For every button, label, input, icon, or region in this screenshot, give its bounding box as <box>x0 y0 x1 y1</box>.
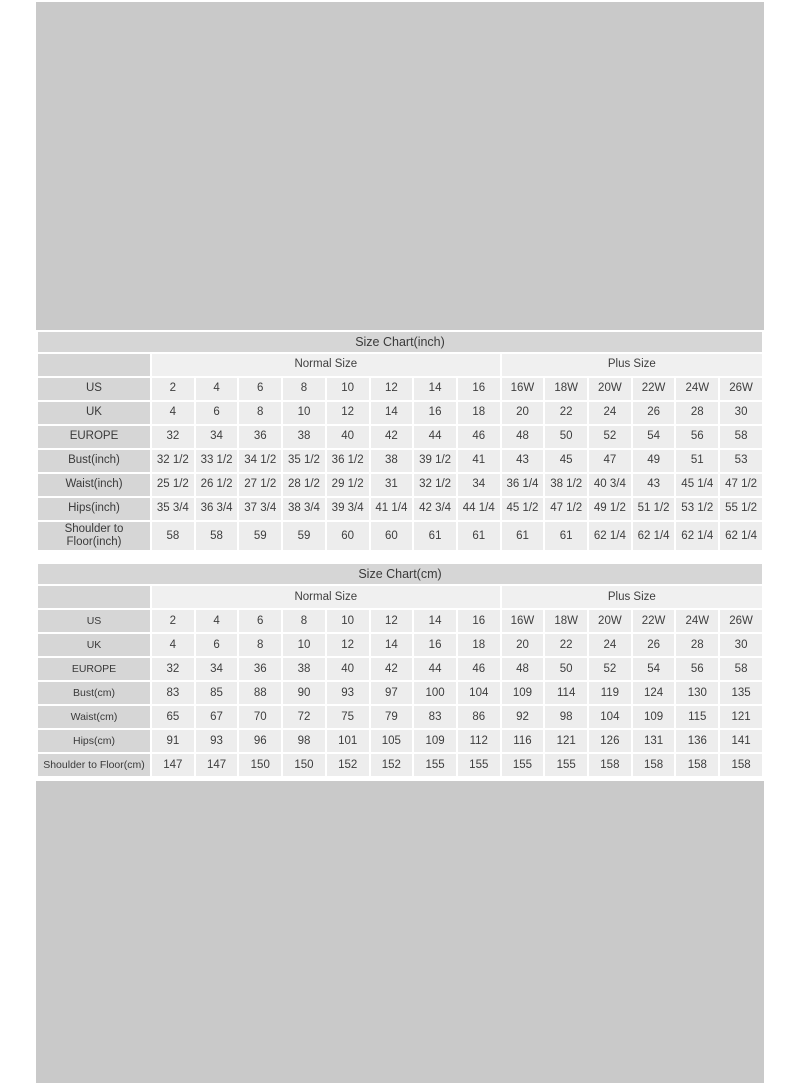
size-value-cell: 31 <box>371 474 413 496</box>
size-chart-table <box>36 332 764 552</box>
column-group-header: Plus Size <box>502 354 762 376</box>
size-value-cell: 25 1/2 <box>152 474 194 496</box>
size-value-cell: 20W <box>589 378 631 400</box>
size-value-cell: 114 <box>545 682 587 704</box>
size-value-cell: 34 1/2 <box>239 450 281 472</box>
size-value-cell: 26 <box>633 402 675 424</box>
size-value-cell: 150 <box>283 754 325 776</box>
size-value-cell: 158 <box>633 754 675 776</box>
size-value-cell: 43 <box>502 450 544 472</box>
size-value-cell: 121 <box>720 706 762 728</box>
size-value-cell: 44 <box>414 658 456 680</box>
size-value-cell: 6 <box>239 610 281 632</box>
size-value-cell: 79 <box>371 706 413 728</box>
size-value-cell: 35 1/2 <box>283 450 325 472</box>
size-value-cell: 36 1/2 <box>327 450 369 472</box>
row-label-cell: UK <box>38 634 150 656</box>
size-value-cell: 58 <box>196 522 238 550</box>
row-label-cell: Waist(inch) <box>38 474 150 496</box>
size-value-cell: 16 <box>458 378 500 400</box>
size-value-cell: 8 <box>239 634 281 656</box>
size-value-cell: 93 <box>196 730 238 752</box>
row-label-cell: US <box>38 610 150 632</box>
size-value-cell: 104 <box>589 706 631 728</box>
size-value-cell: 67 <box>196 706 238 728</box>
column-group-header: Normal Size <box>152 586 500 608</box>
size-value-cell: 4 <box>152 402 194 424</box>
size-value-cell: 40 3/4 <box>589 474 631 496</box>
size-value-cell: 141 <box>720 730 762 752</box>
size-value-cell: 12 <box>371 610 413 632</box>
row-label-cell: Hips(cm) <box>38 730 150 752</box>
size-value-cell: 41 <box>458 450 500 472</box>
size-value-cell: 97 <box>371 682 413 704</box>
size-value-cell: 49 <box>633 450 675 472</box>
size-value-cell: 96 <box>239 730 281 752</box>
size-value-cell: 39 1/2 <box>414 450 456 472</box>
size-value-cell: 135 <box>720 682 762 704</box>
size-value-cell: 53 <box>720 450 762 472</box>
size-value-cell: 158 <box>676 754 718 776</box>
size-value-cell: 18 <box>458 634 500 656</box>
size-value-cell: 48 <box>502 658 544 680</box>
size-value-cell: 47 <box>589 450 631 472</box>
size-value-cell: 40 <box>327 426 369 448</box>
size-value-cell: 47 1/2 <box>545 498 587 520</box>
size-value-cell: 49 1/2 <box>589 498 631 520</box>
size-value-cell: 6 <box>239 378 281 400</box>
size-value-cell: 60 <box>327 522 369 550</box>
size-value-cell: 18W <box>545 378 587 400</box>
size-value-cell: 40 <box>327 658 369 680</box>
size-value-cell: 26W <box>720 610 762 632</box>
size-value-cell: 28 1/2 <box>283 474 325 496</box>
size-value-cell: 155 <box>502 754 544 776</box>
size-value-cell: 48 <box>502 426 544 448</box>
row-label-cell: US <box>38 378 150 400</box>
size-value-cell: 18 <box>458 402 500 424</box>
size-value-cell: 45 1/2 <box>502 498 544 520</box>
size-value-cell: 8 <box>283 378 325 400</box>
size-value-cell: 65 <box>152 706 194 728</box>
size-value-cell: 22W <box>633 610 675 632</box>
size-value-cell: 45 <box>545 450 587 472</box>
size-value-cell: 41 1/4 <box>371 498 413 520</box>
size-chart-panel <box>36 330 764 781</box>
corner-cell <box>38 354 150 376</box>
size-value-cell: 112 <box>458 730 500 752</box>
size-value-cell: 83 <box>414 706 456 728</box>
size-value-cell: 155 <box>458 754 500 776</box>
size-value-cell: 93 <box>327 682 369 704</box>
size-value-cell: 58 <box>152 522 194 550</box>
size-value-cell: 36 1/4 <box>502 474 544 496</box>
size-value-cell: 42 3/4 <box>414 498 456 520</box>
size-value-cell: 61 <box>502 522 544 550</box>
size-value-cell: 62 1/4 <box>633 522 675 550</box>
size-value-cell: 61 <box>414 522 456 550</box>
size-value-cell: 38 <box>283 426 325 448</box>
size-value-cell: 61 <box>545 522 587 550</box>
size-value-cell: 42 <box>371 426 413 448</box>
size-value-cell: 24W <box>676 610 718 632</box>
row-label-cell: Bust(cm) <box>38 682 150 704</box>
size-value-cell: 147 <box>152 754 194 776</box>
size-value-cell: 20 <box>502 402 544 424</box>
size-value-cell: 35 3/4 <box>152 498 194 520</box>
size-value-cell: 158 <box>589 754 631 776</box>
row-label-cell: Shoulder to Floor(inch) <box>38 522 150 550</box>
row-label-cell: Shoulder to Floor(cm) <box>38 754 150 776</box>
size-value-cell: 2 <box>152 610 194 632</box>
size-value-cell: 50 <box>545 426 587 448</box>
column-group-header: Plus Size <box>502 586 762 608</box>
size-value-cell: 98 <box>283 730 325 752</box>
size-value-cell: 22W <box>633 378 675 400</box>
size-value-cell: 52 <box>589 658 631 680</box>
size-value-cell: 115 <box>676 706 718 728</box>
size-value-cell: 42 <box>371 658 413 680</box>
size-value-cell: 26 <box>633 634 675 656</box>
size-value-cell: 16 <box>458 610 500 632</box>
size-value-cell: 8 <box>283 610 325 632</box>
size-value-cell: 105 <box>371 730 413 752</box>
size-value-cell: 38 1/2 <box>545 474 587 496</box>
size-value-cell: 109 <box>414 730 456 752</box>
size-value-cell: 33 1/2 <box>196 450 238 472</box>
size-value-cell: 44 <box>414 426 456 448</box>
size-value-cell: 61 <box>458 522 500 550</box>
size-value-cell: 75 <box>327 706 369 728</box>
size-value-cell: 119 <box>589 682 631 704</box>
size-value-cell: 38 <box>283 658 325 680</box>
size-value-cell: 34 <box>196 658 238 680</box>
size-value-cell: 104 <box>458 682 500 704</box>
size-value-cell: 46 <box>458 658 500 680</box>
size-value-cell: 30 <box>720 634 762 656</box>
size-value-cell: 52 <box>589 426 631 448</box>
size-value-cell: 18W <box>545 610 587 632</box>
size-value-cell: 109 <box>502 682 544 704</box>
row-label-cell: EUROPE <box>38 658 150 680</box>
size-value-cell: 109 <box>633 706 675 728</box>
size-value-cell: 130 <box>676 682 718 704</box>
size-value-cell: 24 <box>589 402 631 424</box>
size-value-cell: 62 1/4 <box>589 522 631 550</box>
size-value-cell: 100 <box>414 682 456 704</box>
size-value-cell: 39 3/4 <box>327 498 369 520</box>
size-value-cell: 14 <box>414 610 456 632</box>
size-value-cell: 92 <box>502 706 544 728</box>
size-value-cell: 38 3/4 <box>283 498 325 520</box>
size-value-cell: 126 <box>589 730 631 752</box>
size-value-cell: 158 <box>720 754 762 776</box>
size-value-cell: 28 <box>676 634 718 656</box>
size-value-cell: 124 <box>633 682 675 704</box>
size-value-cell: 27 1/2 <box>239 474 281 496</box>
size-table-grid <box>36 584 764 778</box>
size-value-cell: 46 <box>458 426 500 448</box>
size-value-cell: 10 <box>327 610 369 632</box>
size-value-cell: 32 <box>152 426 194 448</box>
size-value-cell: 26W <box>720 378 762 400</box>
size-value-cell: 56 <box>676 426 718 448</box>
row-label-cell: Hips(inch) <box>38 498 150 520</box>
row-label-cell: Bust(inch) <box>38 450 150 472</box>
size-value-cell: 44 1/4 <box>458 498 500 520</box>
size-value-cell: 2 <box>152 378 194 400</box>
size-value-cell: 55 1/2 <box>720 498 762 520</box>
size-value-cell: 14 <box>371 402 413 424</box>
size-value-cell: 16 <box>414 634 456 656</box>
size-value-cell: 6 <box>196 634 238 656</box>
size-value-cell: 16W <box>502 610 544 632</box>
size-value-cell: 83 <box>152 682 194 704</box>
size-value-cell: 10 <box>327 378 369 400</box>
size-value-cell: 36 <box>239 426 281 448</box>
size-value-cell: 24W <box>676 378 718 400</box>
size-value-cell: 116 <box>502 730 544 752</box>
size-value-cell: 136 <box>676 730 718 752</box>
size-value-cell: 62 1/4 <box>720 522 762 550</box>
size-value-cell: 43 <box>633 474 675 496</box>
size-value-cell: 121 <box>545 730 587 752</box>
size-value-cell: 14 <box>414 378 456 400</box>
size-value-cell: 12 <box>371 378 413 400</box>
row-label-cell: EUROPE <box>38 426 150 448</box>
size-value-cell: 152 <box>371 754 413 776</box>
size-value-cell: 147 <box>196 754 238 776</box>
size-value-cell: 62 1/4 <box>676 522 718 550</box>
size-value-cell: 54 <box>633 658 675 680</box>
size-value-cell: 4 <box>152 634 194 656</box>
size-value-cell: 88 <box>239 682 281 704</box>
size-value-cell: 155 <box>545 754 587 776</box>
size-value-cell: 32 1/2 <box>152 450 194 472</box>
size-value-cell: 70 <box>239 706 281 728</box>
size-value-cell: 59 <box>283 522 325 550</box>
size-value-cell: 58 <box>720 658 762 680</box>
size-value-cell: 98 <box>545 706 587 728</box>
size-value-cell: 34 <box>458 474 500 496</box>
size-value-cell: 29 1/2 <box>327 474 369 496</box>
size-value-cell: 50 <box>545 658 587 680</box>
size-value-cell: 37 3/4 <box>239 498 281 520</box>
size-value-cell: 32 <box>152 658 194 680</box>
corner-cell <box>38 586 150 608</box>
size-value-cell: 53 1/2 <box>676 498 718 520</box>
size-value-cell: 54 <box>633 426 675 448</box>
size-value-cell: 10 <box>283 402 325 424</box>
size-value-cell: 51 1/2 <box>633 498 675 520</box>
size-value-cell: 14 <box>371 634 413 656</box>
size-value-cell: 36 3/4 <box>196 498 238 520</box>
gray-background-top <box>36 2 764 330</box>
size-value-cell: 8 <box>239 402 281 424</box>
gray-background-bottom <box>36 781 764 1083</box>
size-value-cell: 20W <box>589 610 631 632</box>
size-chart-table <box>36 564 764 778</box>
size-value-cell: 28 <box>676 402 718 424</box>
table-title: Size Chart(inch) <box>38 332 762 352</box>
size-value-cell: 34 <box>196 426 238 448</box>
size-value-cell: 4 <box>196 610 238 632</box>
size-value-cell: 60 <box>371 522 413 550</box>
size-value-cell: 4 <box>196 378 238 400</box>
column-group-header: Normal Size <box>152 354 500 376</box>
size-value-cell: 59 <box>239 522 281 550</box>
size-value-cell: 12 <box>327 634 369 656</box>
size-value-cell: 20 <box>502 634 544 656</box>
size-value-cell: 131 <box>633 730 675 752</box>
size-value-cell: 32 1/2 <box>414 474 456 496</box>
row-label-cell: UK <box>38 402 150 424</box>
size-value-cell: 91 <box>152 730 194 752</box>
size-value-cell: 38 <box>371 450 413 472</box>
size-value-cell: 86 <box>458 706 500 728</box>
size-value-cell: 22 <box>545 634 587 656</box>
size-value-cell: 72 <box>283 706 325 728</box>
size-value-cell: 45 1/4 <box>676 474 718 496</box>
size-value-cell: 101 <box>327 730 369 752</box>
size-value-cell: 36 <box>239 658 281 680</box>
size-value-cell: 30 <box>720 402 762 424</box>
size-value-cell: 12 <box>327 402 369 424</box>
size-value-cell: 47 1/2 <box>720 474 762 496</box>
size-value-cell: 16W <box>502 378 544 400</box>
size-table-grid <box>36 352 764 552</box>
size-value-cell: 85 <box>196 682 238 704</box>
size-value-cell: 58 <box>720 426 762 448</box>
content-column <box>36 0 764 1083</box>
size-value-cell: 22 <box>545 402 587 424</box>
size-value-cell: 24 <box>589 634 631 656</box>
row-label-cell: Waist(cm) <box>38 706 150 728</box>
table-title: Size Chart(cm) <box>38 564 762 584</box>
size-value-cell: 90 <box>283 682 325 704</box>
size-value-cell: 6 <box>196 402 238 424</box>
size-value-cell: 26 1/2 <box>196 474 238 496</box>
size-value-cell: 10 <box>283 634 325 656</box>
size-value-cell: 16 <box>414 402 456 424</box>
size-value-cell: 56 <box>676 658 718 680</box>
size-value-cell: 152 <box>327 754 369 776</box>
size-value-cell: 51 <box>676 450 718 472</box>
size-value-cell: 150 <box>239 754 281 776</box>
size-value-cell: 155 <box>414 754 456 776</box>
